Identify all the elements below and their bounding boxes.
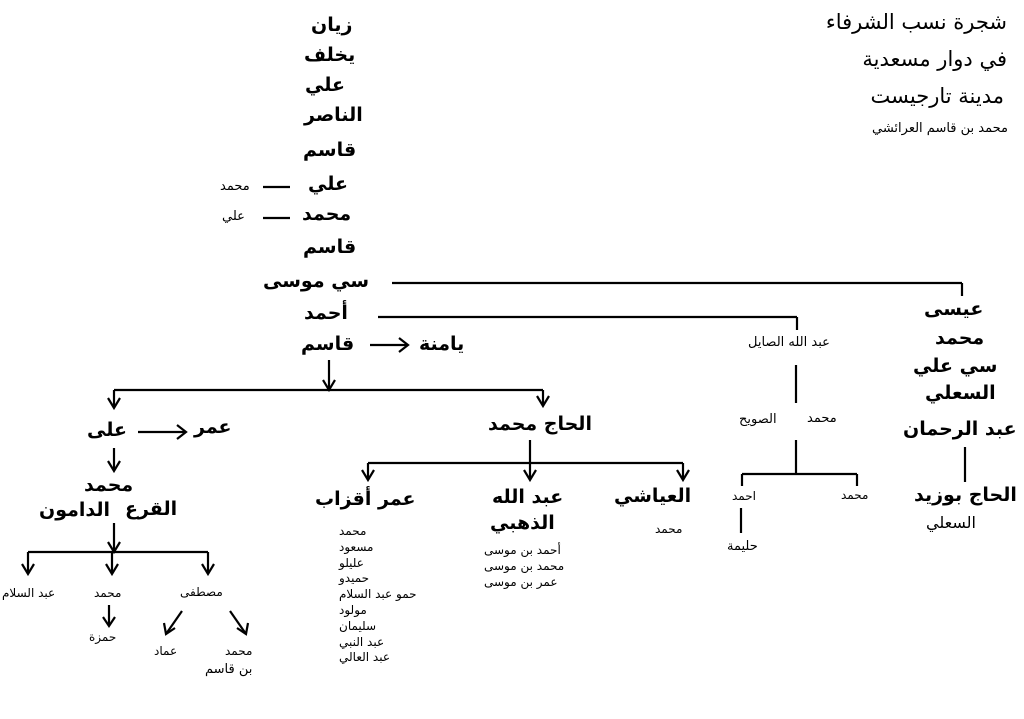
aqzab-children-list: [339, 524, 417, 666]
node-hajj-bouzid: الحاج بوزيد: [914, 484, 1017, 506]
node-ali-son-mohamed: محمد: [84, 474, 134, 496]
node-saali-2: السعلي: [926, 513, 976, 532]
title-line1: شجرة نسب الشرفاء: [825, 10, 1007, 34]
node-abdallah-sayel: عبد الله الصايل: [748, 335, 830, 350]
node-aissa: عيسى: [924, 298, 984, 320]
node-mohamed-1: محمد: [302, 203, 352, 225]
node-abdessalam: عبد السلام: [2, 586, 56, 600]
node-ayachi-mohamed: محمد: [655, 522, 683, 536]
node-zayan: زيان: [311, 14, 353, 36]
dahbi-child: محمد بن موسى: [484, 558, 565, 573]
aqzab-child: عبد النبي: [339, 634, 385, 649]
side-mohamed: محمد: [220, 179, 250, 194]
node-damoun-mohamed: محمد: [94, 586, 122, 600]
aqzab-child: عليلو: [339, 555, 364, 570]
aqzab-child: محمد: [339, 524, 367, 538]
node-abdallah: عبد الله: [492, 486, 564, 508]
title-line3: مدينة تارجيست: [870, 84, 1004, 108]
aqzab-child: حميدو: [339, 571, 370, 586]
node-sawih: الصويح: [739, 412, 777, 427]
node-mostafa: مصطفى: [180, 585, 223, 599]
node-emad: عماد: [154, 644, 178, 658]
node-yakhlaf: يخلف: [304, 44, 356, 66]
node-ayachi: العياشي: [614, 485, 692, 507]
node-mohamed-sawih: محمد: [807, 411, 837, 426]
node-qasim-1: قاسم: [303, 139, 357, 161]
node-halima: حليمة: [727, 539, 758, 554]
node-sayel-ahmed: احمد: [732, 489, 756, 503]
node-hamza: حمزة: [89, 630, 117, 644]
node-dahbi: الذهبي: [490, 512, 555, 534]
node-nasser: الناصر: [304, 104, 363, 126]
node-sayel-mohamed: محمد: [841, 488, 869, 502]
node-damoun: الدامون: [39, 499, 111, 521]
aqzab-child: سليمان: [339, 618, 377, 633]
aqzab-child: عبد العالي: [339, 650, 390, 665]
node-si-moussa: سي موسى: [263, 270, 370, 292]
node-ali-1: علي: [305, 74, 345, 96]
node-omar-aqzab: عمر أقزاب: [315, 488, 416, 510]
aqzab-child: مسعود: [339, 539, 374, 554]
node-si-ali: سي علي: [913, 355, 998, 377]
node-ali-2: علي: [308, 173, 348, 195]
node-yamna: يامنة: [419, 333, 465, 355]
node-mohamed-bq-2: بن قاسم: [205, 662, 253, 677]
node-saali: السعلي: [925, 382, 996, 404]
title-line2: في دوار مسعدية: [862, 47, 1007, 71]
node-hajj-mohamed: الحاج محمد: [488, 413, 592, 435]
node-mohamed-bq-1: محمد: [225, 644, 253, 658]
title-author: محمد بن قاسم العرائشي: [871, 121, 1008, 136]
node-ahmed: أحمد: [304, 302, 348, 324]
node-aissa-mohamed: محمد: [935, 327, 985, 349]
aqzab-child: حمو عبد السلام: [339, 587, 417, 602]
dahbi-child: عمر بن موسى: [484, 574, 558, 589]
aqzab-child: مولود: [339, 602, 367, 617]
node-qaraa: القرع: [125, 498, 178, 520]
dahbi-child: أحمد بن موسى: [484, 543, 561, 557]
dahbi-children-list: [484, 543, 564, 590]
side-ali: علي: [222, 209, 245, 224]
node-ali-3: على: [87, 419, 127, 441]
node-qasim-2: قاسم: [303, 236, 357, 258]
node-omar: عمر: [194, 416, 232, 438]
node-qasim-3: قاسم: [301, 333, 355, 355]
node-abderrahman: عبد الرحمان: [903, 418, 1017, 440]
